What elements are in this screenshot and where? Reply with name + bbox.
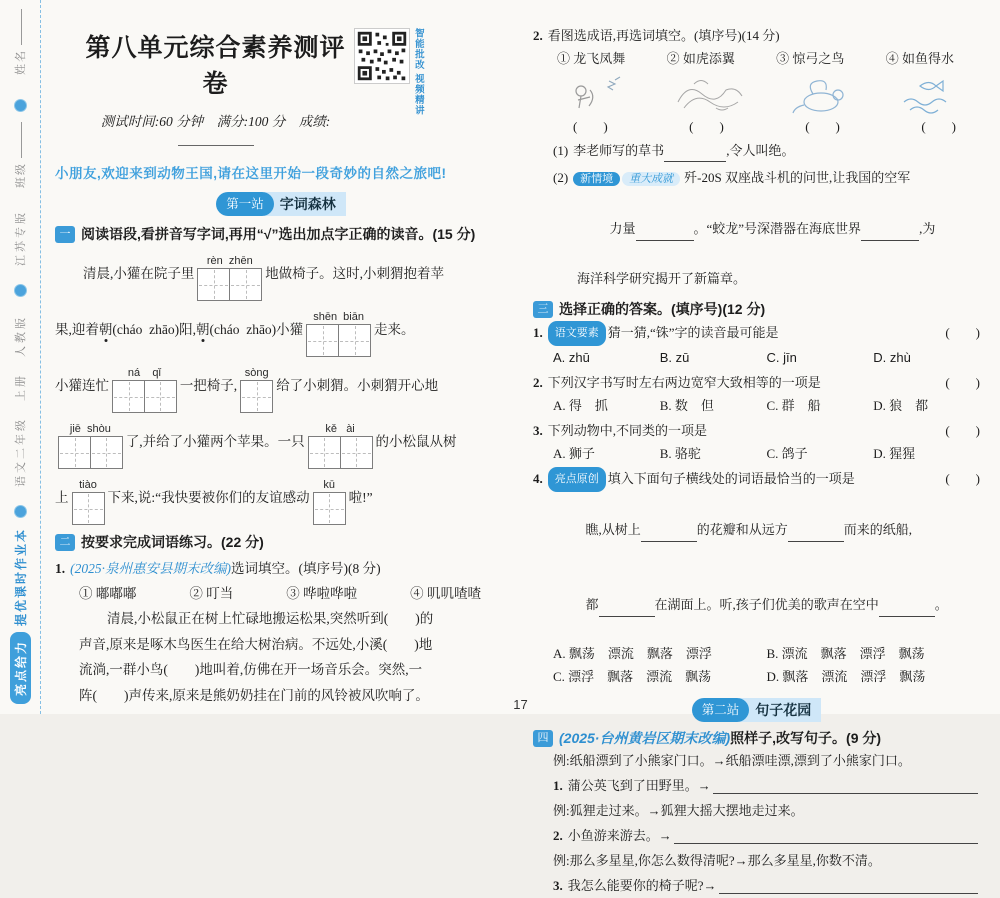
pinyin-writing-boxes[interactable]: kū (313, 479, 346, 525)
section-4-marker: 四 (533, 730, 553, 747)
score-blank-line[interactable] (178, 133, 254, 147)
question-2-1: 1. (2025·泉州惠安县期末改编)选词填空。(填序号)(8 分) (55, 561, 381, 576)
question-3-4-line2: 都 在湖面上。听,孩子们优美的歌声在空中 。 (533, 567, 980, 642)
choice[interactable]: C. 鸽子 (766, 446, 808, 461)
choice[interactable]: B. zū (659, 350, 690, 365)
fill-blank[interactable] (599, 604, 655, 617)
passage-line: 小獾连忙 ná qǐ 一把椅子, sòng 给了小刺猬。小刺猬开心地 (55, 356, 507, 412)
station-2-badge: 第二站 (692, 698, 750, 722)
rewrite-example: 例:纸船漂到了小熊家门口。→纸船漂哇漂,漂到了小熊家门口。 (553, 753, 911, 768)
answer-paren[interactable]: ( ) (945, 325, 980, 340)
section-3-title: 选择正确的答案。(填序号)(12 分) (559, 301, 766, 317)
rewrite-example: 例:狐狸走过来。→狐狸大摇大摆地走过来。 (553, 803, 804, 818)
answer-paren[interactable]: ( ) (573, 119, 608, 134)
fill-blank[interactable] (879, 604, 935, 617)
answer-paren[interactable]: ( ) (921, 119, 956, 134)
welcome-message: 小朋友,欢迎来到动物王国,请在这里开始一段奇妙的自然之旅吧! (55, 166, 447, 181)
answer-line[interactable] (719, 873, 978, 894)
qr-labels (412, 28, 424, 116)
choice[interactable]: D. 狼 都 (873, 398, 929, 413)
question-3-4: 4. 亮点原创 填入下面句子横线处的词语最恰当的一项是 ( ) (533, 467, 980, 492)
class-blank-line[interactable] (21, 122, 22, 158)
class-field-label: 班级 (12, 122, 28, 188)
emphasized-char: 朝 (99, 318, 113, 338)
section-3-marker: 三 (533, 301, 553, 318)
fill-blank[interactable] (641, 529, 697, 542)
emphasized-char: 朝 (196, 318, 210, 338)
rewrite-item-2: 2. 小鱼游来游去。→ (533, 823, 980, 848)
spine-publisher: 人教版 (15, 314, 27, 357)
station-1-badge: 第一站 (216, 192, 274, 216)
spine-subject: 语文二年级 (15, 416, 27, 487)
qr-block (354, 28, 507, 116)
fill-passage-line: 阵( )声传来,原来是熊奶奶挂在门前的风铃被风吹响了。 (79, 687, 429, 703)
question-2-2-sub2: (2) 新情境 重大成就 歼-20S 双座战斗机的问世,让我国的空军 (553, 170, 911, 185)
choice[interactable]: A. 飘荡 漂流 飘落 漂浮 (553, 646, 712, 661)
fill-blank[interactable] (861, 228, 919, 241)
choice[interactable]: B. 漂流 飘落 漂浮 飘荡 (766, 646, 925, 661)
pinyin-writing-boxes[interactable]: sòng (240, 367, 273, 413)
question-3-4-line1: 瞧,从树上 的花瓣和从远方 而来的纸船, (533, 492, 980, 567)
rewrite-item-1: 1. 蒲公英飞到了田野里。→ (533, 773, 980, 798)
exam-source: (2025·泉州惠安县期末改编) (70, 561, 231, 576)
choice[interactable]: A. 得 抓 (553, 398, 608, 413)
pinyin-writing-boxes[interactable]: ná qǐ (112, 367, 177, 413)
answer-paren[interactable]: ( ) (689, 119, 724, 134)
section-1-title: 阅读语段,看拼音写字词,再用“√”选出加点字正确的读音。(15 分) (81, 226, 476, 242)
rewrite-item-3: 3. 我怎么能要你的椅子呢?→ (533, 873, 980, 898)
pinyin-writing-boxes[interactable]: shēn biān (306, 311, 371, 357)
section-4-heading (533, 728, 980, 748)
question-2-2-sub2-line2: 力量 。“蛟龙”号深潜器在海底世界 ,为 (533, 191, 980, 266)
fill-blank[interactable] (636, 228, 694, 241)
major-achievement-badge: 重大成就 (622, 172, 680, 186)
section-3-heading (533, 299, 980, 319)
winged-tiger-illustration (781, 74, 857, 116)
question-2-2-sub2-line3: 海洋科学研究揭开了新篇章。 (577, 271, 747, 286)
spine-volume: 上册 (15, 372, 27, 401)
brand-badge: 亮点给力 (10, 632, 31, 704)
idiom-illustrations (533, 70, 980, 116)
pinyin-writing-boxes[interactable]: kě ài (308, 423, 373, 469)
qr-label-video-lecture: 视频精讲 (412, 73, 424, 116)
exam-source: (2025·台州黄岩区期末改编) (559, 730, 731, 746)
question-3-2: 2. 下列汉字书写时左右两边宽窄大致相等的一项是 ( ) (533, 371, 980, 394)
qr-code[interactable] (354, 28, 410, 84)
idiom-options: ① 龙飞凤舞 ② 如虎添翼 ③ 惊弓之鸟 ④ 如鱼得水 (557, 51, 954, 66)
answer-line[interactable] (674, 823, 978, 844)
section-4-title: 照样子,改写句子。(9 分) (730, 730, 882, 746)
choice[interactable]: C. 漂浮 飘落 漂流 飘荡 (553, 669, 712, 684)
answer-paren[interactable]: ( ) (945, 423, 980, 438)
passage-line: 果,迎着 朝 (cháo zhāo)阳, 朝 (cháo zhāo)小獾 shēn biān 走来。 (55, 300, 507, 356)
choice[interactable]: A. 狮子 (553, 446, 595, 461)
answer-paren[interactable]: ( ) (945, 375, 980, 390)
choice[interactable]: D. zhù (873, 350, 911, 365)
seal-icon (14, 284, 27, 297)
choices-row (533, 394, 980, 417)
spine-edition: 江苏专版 (15, 209, 27, 266)
question-3-3: 3. 下列动物中,不同类的一项是 ( ) (533, 419, 980, 442)
new-context-badge: 新情境 (573, 172, 620, 186)
section-2-marker: 二 (55, 534, 75, 551)
answer-paren[interactable]: ( ) (805, 119, 840, 134)
section-1-heading (55, 224, 507, 244)
choice[interactable]: B. 数 但 (659, 398, 714, 413)
question-3-1: 1. 语文要素 猜一猜,“铢”字的读音最可能是 ( ) (533, 321, 980, 346)
passage-line: 上 tiào 下来,说:“我快要被你们的友谊感动 kū 啦!” (55, 468, 507, 524)
choices-row (533, 642, 980, 665)
dragon-phoenix-calligraphy-illustration (672, 74, 748, 116)
answer-parens-row (533, 116, 980, 135)
series-title: 提优课时作业本 (13, 527, 28, 626)
fill-passage-line: 流淌,一群小鸟( )地叫着,仿佛在开一场音乐会。突然,一 (79, 662, 423, 677)
choices-row (533, 442, 980, 465)
fill-passage-line: 清晨,小松鼠正在树上忙碌地搬运松果,突然听到( )的 (107, 611, 434, 626)
pinyin-writing-boxes[interactable]: rèn zhēn (197, 255, 262, 301)
station-1-banner (55, 192, 507, 216)
station-2-banner (533, 698, 980, 722)
name-field-label: 姓名 (12, 9, 28, 75)
choice[interactable]: B. 骆驼 (659, 446, 701, 461)
answer-line[interactable] (713, 773, 978, 794)
pinyin-writing-boxes[interactable]: jiē shòu (58, 423, 123, 469)
choice[interactable]: D. 飘落 漂流 漂浮 飘荡 (766, 669, 926, 684)
language-element-badge: 语文要素 (548, 321, 606, 346)
section-2-title: 按要求完成词语练习。(22 分) (81, 534, 264, 550)
qr-label-smart-grading: 智能批改 (412, 28, 424, 70)
passage-line: 清晨,小獾在院子里 rèn zhēn 地做椅子。这时,小刺猬抱着苹 (55, 244, 507, 300)
page-number: 17 (513, 697, 528, 712)
choice[interactable]: C. 群 船 (766, 398, 821, 413)
word-options: ① 嘟嘟嘟 ② 叮当 ③ 哗啦哗啦 ④ 叽叽喳喳 (79, 586, 481, 601)
test-meta: 测试时间:60 分钟 满分:100 分 成绩: (81, 110, 350, 146)
answer-paren[interactable]: ( ) (945, 471, 980, 486)
choice[interactable]: D. 猩猩 (873, 446, 916, 461)
section-1-marker: 一 (55, 226, 75, 243)
fill-blank[interactable] (788, 529, 844, 542)
seal-icon (14, 99, 27, 112)
spine (0, 0, 40, 714)
fill-blank[interactable] (664, 149, 726, 162)
question-2-2: 2. 看图选成语,再选词填空。(填序号)(14 分) (533, 28, 780, 43)
name-blank-line[interactable] (21, 9, 22, 45)
bow-and-startled-bird-illustration (563, 74, 639, 116)
section-2-heading (55, 532, 507, 552)
seal-icon (14, 505, 27, 518)
choice[interactable]: A. zhū (553, 350, 590, 365)
page-title: 第八单元综合素养测评卷 (85, 35, 346, 98)
choices-row (533, 346, 980, 369)
choices-row (533, 665, 980, 688)
passage-line: jiē shòu 了,并给了小獾两个苹果。一只 kě ài 的小松鼠从树 (55, 412, 507, 468)
fill-passage-line: 声音,原来是啄木鸟医生在给大树治病。不远处,小溪( )地 (79, 636, 433, 652)
pinyin-writing-boxes[interactable]: tiào (72, 479, 105, 525)
original-highlight-badge: 亮点原创 (548, 467, 606, 492)
rewrite-example: 例:那么多星星,你怎么数得清呢?→那么多星星,你数不清。 (553, 853, 881, 868)
fish-in-water-illustration (890, 74, 966, 116)
station-1-name: 字词森林 (264, 192, 346, 216)
station-2-name: 句子花园 (739, 698, 821, 722)
question-2-2-sub1: (1) 李老师写的草书 ,令人叫绝。 (533, 139, 980, 162)
choice[interactable]: C. jīn (766, 350, 797, 365)
